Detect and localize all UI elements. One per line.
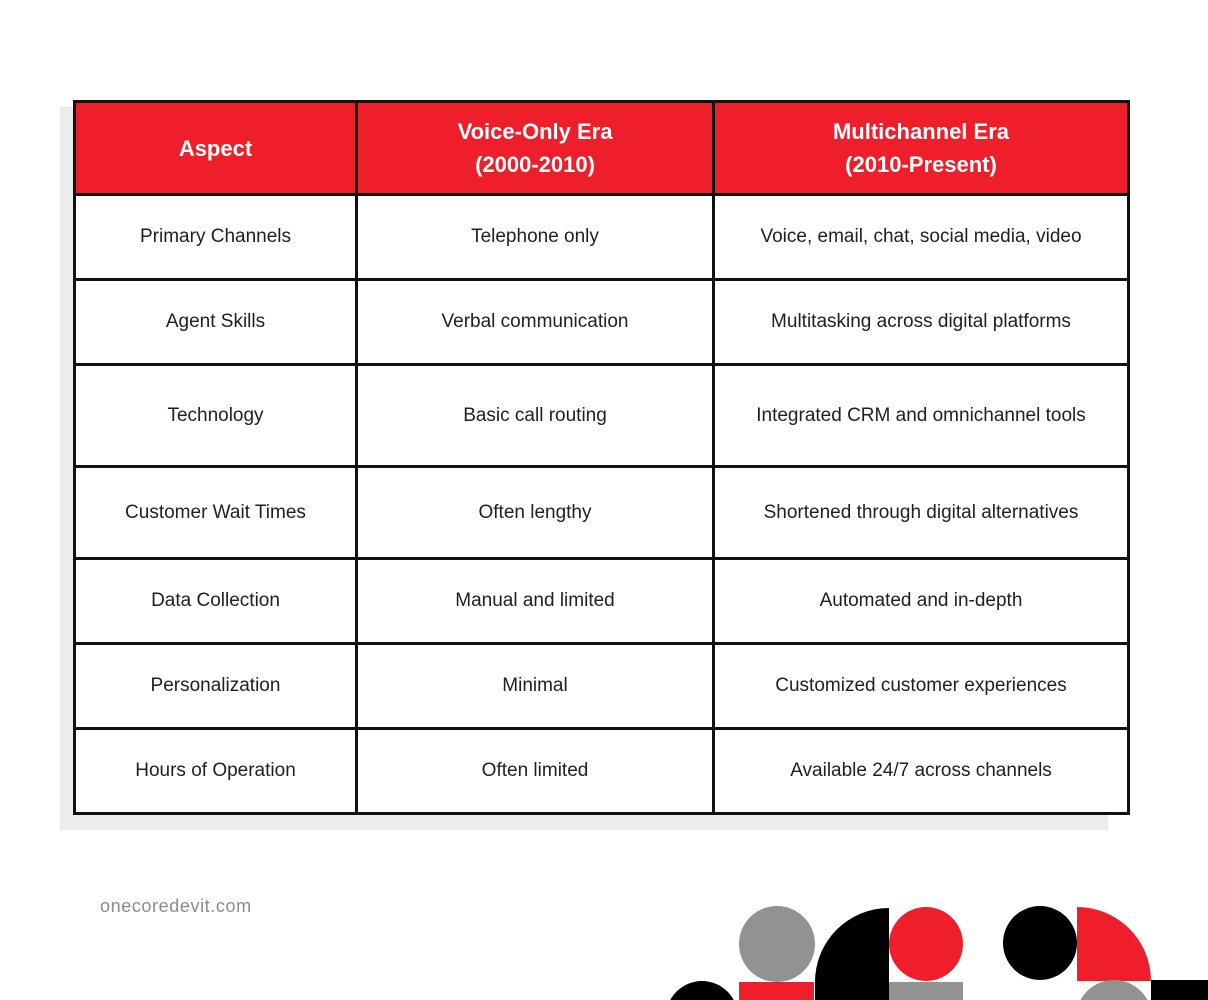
deco-red-quarter-circle — [1077, 907, 1151, 981]
cell-voice-only: Verbal communication — [357, 280, 714, 365]
cell-multichannel: Multitasking across digital platforms — [714, 280, 1129, 365]
cell-aspect: Personalization — [75, 644, 357, 729]
cell-voice-only: Basic call routing — [357, 365, 714, 467]
deco-black-square — [815, 982, 889, 1000]
deco-red-block — [739, 982, 814, 1000]
cell-voice-only: Manual and limited — [357, 559, 714, 644]
deco-black-circle-large — [1003, 906, 1077, 980]
cell-aspect: Primary Channels — [75, 195, 357, 280]
cell-multichannel: Available 24/7 across channels — [714, 729, 1129, 814]
deco-black-block-right — [1151, 980, 1208, 1000]
cell-multichannel: Voice, email, chat, social media, video — [714, 195, 1129, 280]
header-multichannel-era: Multichannel Era (2010-Present) — [714, 102, 1129, 195]
deco-gray-circle — [739, 906, 815, 982]
header-aspect: Aspect — [75, 102, 357, 195]
footer-domain: onecoredevit.com — [100, 896, 252, 916]
cell-multichannel: Shortened through digital alternatives — [714, 467, 1129, 559]
deco-red-circle — [889, 907, 963, 981]
cell-voice-only: Telephone only — [357, 195, 714, 280]
cell-voice-only: Minimal — [357, 644, 714, 729]
deco-gray-half-block — [889, 982, 963, 1000]
cell-voice-only: Often lengthy — [357, 467, 714, 559]
cell-aspect: Technology — [75, 365, 357, 467]
deco-black-circle-small — [666, 981, 738, 1000]
cell-multichannel: Customized customer experiences — [714, 644, 1129, 729]
cell-multichannel: Automated and in-depth — [714, 559, 1129, 644]
cell-aspect: Agent Skills — [75, 280, 357, 365]
cell-aspect: Customer Wait Times — [75, 467, 357, 559]
cell-aspect: Hours of Operation — [75, 729, 357, 814]
deco-black-quarter-circle — [815, 908, 889, 982]
cell-aspect: Data Collection — [75, 559, 357, 644]
cell-voice-only: Often limited — [357, 729, 714, 814]
deco-gray-circle-partial — [1076, 980, 1152, 1000]
header-voice-only-era: Voice-Only Era (2000-2010) — [357, 102, 714, 195]
cell-multichannel: Integrated CRM and omnichannel tools — [714, 365, 1129, 467]
